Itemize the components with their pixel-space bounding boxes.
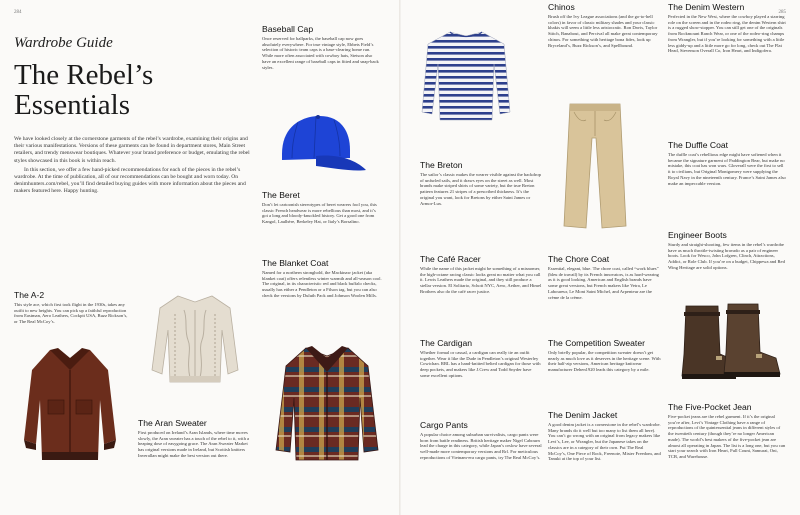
aran-sweater-image <box>150 290 240 385</box>
heading-boots: Engineer Boots <box>668 230 727 240</box>
body-aran: First produced on Ireland’s Aran Islands, where time moves slowly, the Aran sweater has a touch of the rebel to it, with a heaping dose of easygoing grace. The Aran Sweater Market has original versions made in Ireland, but Scottish knitters Inverallan might make the best version out there. <box>138 430 250 458</box>
body-cargo: A popular choice among suburban survivalists, cargo pants were born from battle readiness. British heritage maker Nigel Cabourn lead the charge in this category, while Japan’s orslow have several well-made more contemporary versions and Rrl. For meticulous reproductions of Vietnam-era cargo pants, try The Real McCoy’s. <box>420 432 542 460</box>
engineer-boots-image <box>676 300 786 384</box>
heading-breton: The Breton <box>420 160 463 170</box>
heading-fivepocket: The Five-Pocket Jean <box>668 402 752 412</box>
body-breton: The sailor’s classic makes the wearer visible against the backdrop of unfurled sails, and it draws eyes on the street as well. Most brands make striped shirts of some variety, but the true Breton pattern features 21 stripes of a prescribed thickness. It’s the original you want, look for Bretons by either Saint James or Armor-Lux. <box>420 172 541 206</box>
heading-western: The Denim Western <box>668 2 745 12</box>
body-duffle: The duffle coat’s rebellious edge might have softened when it became the signature garment of Paddington Bear, but make no mistake, this coat has won wars. Gloverall were the first to sell it to civilians, but Original Montgomery were supplying the Royal Navy in the nineteenth century. France’s Saint James also make an impeccable version. <box>668 152 786 186</box>
page-title <box>14 60 254 120</box>
breton-shirt-image <box>420 28 512 124</box>
intro-paragraph-1: We have looked closely at the cornerstone garments of the rebel’s wardrobe, examining their origins and their various manifestations. Versions of these garments can be found in department stores, Main Street retailers, and trendy menswear boutiques. Whatever your brand preference or budget, emulating the rebel styles showcased in this book is within reach. <box>14 136 250 164</box>
a2-jacket-image <box>20 340 120 470</box>
heading-a2: The A-2 <box>14 290 45 300</box>
heading-cardigan: The Cardigan <box>420 338 473 348</box>
heading-chore: The Chore Coat <box>548 254 610 264</box>
blanket-coat-image <box>272 340 382 465</box>
body-a2: This style ace, which first took flight in the 1930s, takes any outfit to new heights. You can pick up a faithful reproduction from Eastman, Aero Leathers, Cockpit USA, Buzz Rickson’s, or The Real McCoy’s. <box>14 302 128 325</box>
heading-denimjacket: The Denim Jacket <box>548 410 618 420</box>
body-chore: Essential, elegant, blue. The chore coat, called “work blues” (bleu de travail) by its French innovators, is as hard-wearing as it is good looking. American and English brands have some great versions, but French makers like Vetra, Le Laboureur, Le Mont Saint Michel, and Arpenteur are the crème de la crème. <box>548 266 659 300</box>
body-cap: Once reserved for ballparks, the baseball cap now goes absolutely everywhere. For true vintage style, Ebbets Field’s selection of historic team caps is a base-clearing home run. While more often associated with cowboy hats, Stetson also have an excellent range of baseball caps in fitted and snap-back styles. <box>262 36 379 70</box>
page-gutter <box>399 0 401 515</box>
page-number-right: 285 <box>778 10 786 15</box>
heading-aran: The Aran Sweater <box>138 418 207 428</box>
body-beret: Don’t let cartoonish stereotypes of beret wearers fool you, this classic French headwear is more rebellious than most, and it’s got a long and bloody-knuckled history. Get a good one from Kangol, Laulhère, Berkeley Hat, or Italy’s Borsalino. <box>262 202 377 225</box>
page-title-line-2: Essentials <box>14 89 130 121</box>
body-fivepocket: Five-pocket jeans are the rebel garment. If it’s the original you’re after, Levi’s Vintage Clothing have a range of reproductions of the quintessential jeans in different styles of the twentieth century (though they’re no longer American made). The world’s best makers of the five-pocket jean are almost all operating in Japan. The list is a long one, but you can start your search with Iron Heart, Full Count, Samurai, Oni, TCB, and Warehouse. <box>668 414 786 459</box>
body-chinos: Brush off the Ivy League associations (and the go-to-hell colors) in favor of classic military shades and your classic khakis will seem a little less aristocratic. Ron Davis, Taylor Stitch, Banabout, and Percival all make great contemporary chinos. For something with heritage bona fides, look up Bryceland’s, Buzz Rickson’s, and Spellbound. <box>548 14 658 48</box>
body-cardigan: Whether formal or casual, a cardigan can really tie an outfit together. Wear it like the Dude in Pendleton’s original Westerley Cowichan. RRL has a hand-knitted belted cardigan for those with deep pockets, and makers like J.Crew and Todd Snyder have some excellent options. <box>420 350 541 378</box>
heading-beret: The Beret <box>262 190 300 200</box>
body-denimjacket: A good denim jacket is a cornerstone in the rebel’s wardrobe. Many brands do it well but too many to list them all here). You can’t go wrong with an original from legacy makers like Levi’s, Lee, or Wrangler, but the Japanese takes on the classics are in a category of their own. Put The Real McCoy’s, One Piece of Rock, Freenote, Mister Freedom, and Tanuki at the top of your list. <box>548 422 661 462</box>
heading-cargo: Cargo Pants <box>420 420 468 430</box>
heading-racer: The Café Racer <box>420 254 481 264</box>
intro-paragraph-2: In this section, we offer a few hand-picked recommendations for each of the pieces in the rebel’s wardrobe. At the time of publication, all of our recommendations can be bought and worn today. On denimhunters.com/rebel, you’ll find detailed buying guides with more information about the pieces and makers featured here. Happy hunting. <box>14 166 246 195</box>
body-competition: Only briefly popular, the competition sweater doesn’t get nearly as much love as it deserves in the heritage scene. With their half-zip versions, American heritage knitwear manufacturer Dehen1920 leads this category by a mile. <box>548 350 661 373</box>
body-western: Perfected in the New West, where the cowboy played a starring role on the screen and in the rodeo ring, the denim Western shirt is a rugged show-stopper. You can still get one of the originals from Rockmount Ranch Wear, or one of the rodeo-ring champs from Wrangler, but if you’re looking for something with a little less giddy-up and a little more go for long, check out The Flat Head, Stevenson Overall Co, Iron Heart, and Indigofera. <box>668 14 786 54</box>
heading-cap: Baseball Cap <box>262 24 314 34</box>
page-number-left: 284 <box>14 10 22 15</box>
heading-chinos: Chinos <box>548 2 575 12</box>
heading-duffle: The Duffle Coat <box>668 140 729 150</box>
body-blanket: Named for a northern stronghold, the Mackinaw jacket (aka blanket coat) offers relentless winter warmth and all-season cool. The original, in its characteristic red and black buffalo checks, usually has either a Pendleton or a Filson tag, but you can also check the versions by Duluth Pack and Johnson Woolen Mills. <box>262 270 382 298</box>
page-title-line-1: The Rebel’s <box>14 59 154 91</box>
chinos-image <box>560 98 630 233</box>
body-racer: While the name of this jacket might be something of a misnomer, the high-octane racing classic looks great no matter what you call it. Lewis Leathers made the original, and they still produce a stellar version. El Solitario, Schott NYC, Aero, Aether, and Himel Brothers also do the café racer justice. <box>420 266 542 294</box>
heading-competition: The Competition Sweater <box>548 338 645 348</box>
intro-text <box>14 136 250 198</box>
heading-blanket: The Blanket Coat <box>262 258 329 268</box>
section-kicker: Wardrobe Guide <box>14 35 113 51</box>
baseball-cap-image <box>268 110 368 182</box>
body-boots: Sturdy and straight-shooting, few items in the rebel’s wardrobe have as much throttle-twisting bravado as a pair of engineer boots. Look for Wesco, John Lofgren, Clinch, Attractions, Addict, or Role Club. If you’re on a budget, Chippewa and Red Wing Heritage are solid options. <box>668 242 785 270</box>
